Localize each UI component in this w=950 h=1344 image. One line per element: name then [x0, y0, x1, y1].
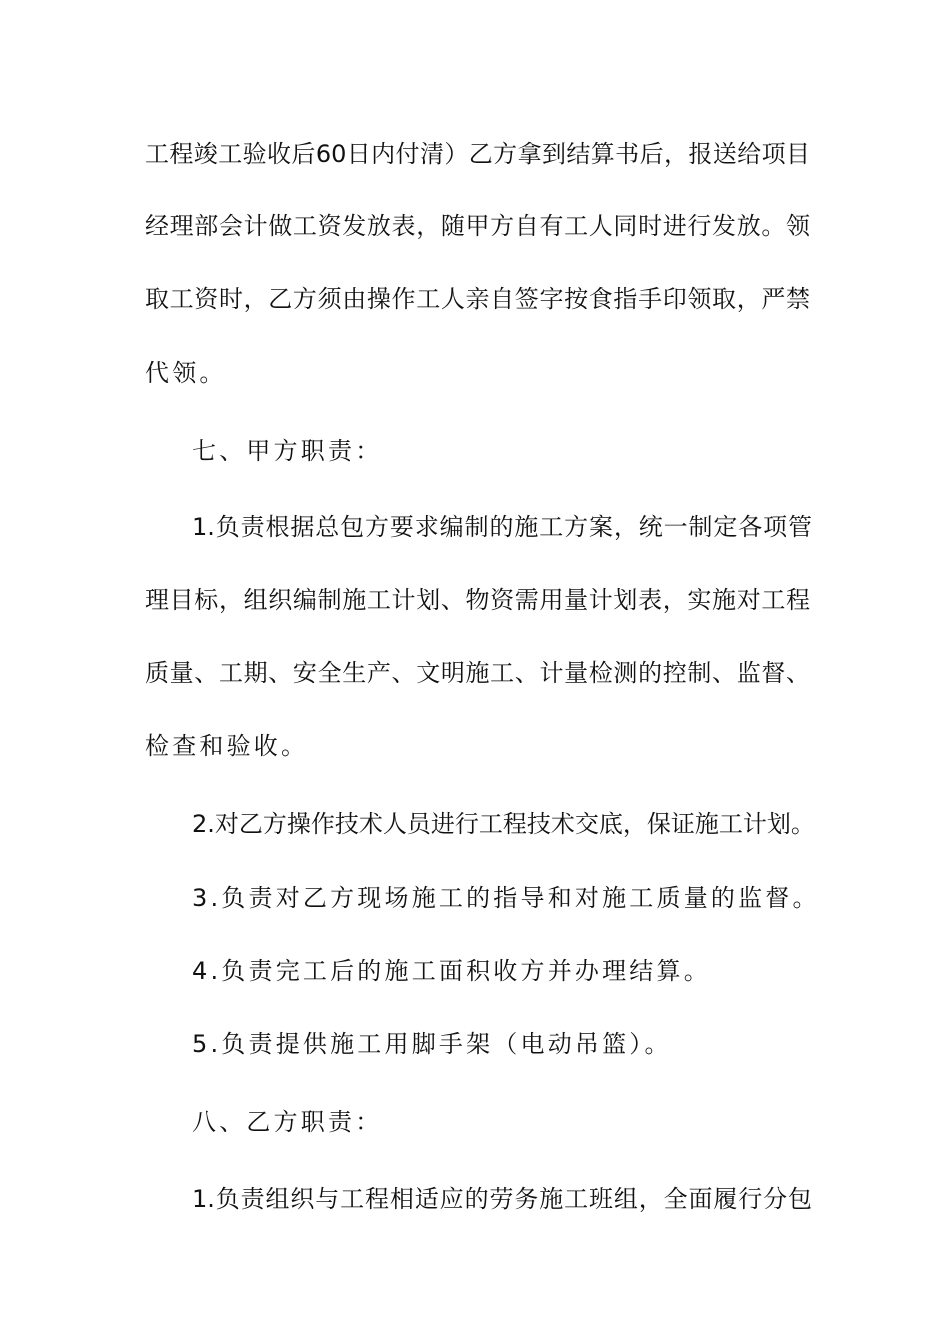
list-item-line: 2.对乙方操作技术人员进行工程技术交底，保证施工计划。: [192, 810, 815, 838]
list-item-line: 1.负责根据总包方要求编制的施工方案，统一制定各项管: [192, 513, 812, 541]
section-heading: 七、甲方职责：: [192, 437, 383, 465]
list-item-line: 4.负责完工后的施工面积收方并办理结算。: [192, 957, 711, 985]
paragraph-line: 取工资时，乙方须由操作工人亲自签字按食指手印领取，严禁: [145, 285, 810, 313]
list-item-line: 1.负责组织与工程相适应的劳务施工班组，全面履行分包: [192, 1185, 812, 1213]
paragraph-line: 经理部会计做工资发放表，随甲方自有工人同时进行发放。领: [145, 212, 810, 240]
section-heading: 八、乙方职责：: [192, 1108, 383, 1136]
list-item-line: 3.负责对乙方现场施工的指导和对施工质量的监督。: [192, 884, 820, 912]
paragraph-line: 质量、工期、安全生产、文明施工、计量检测的控制、监督、: [145, 659, 810, 687]
paragraph-line: 工程竣工验收后60日内付清）乙方拿到结算书后，报送给项目: [145, 140, 810, 168]
list-item-line: 5.负责提供施工用脚手架（电动吊篮）。: [192, 1030, 672, 1058]
paragraph-line: 检查和验收。: [145, 732, 309, 760]
paragraph-line: 理目标，组织编制施工计划、物资需用量计划表，实施对工程: [145, 586, 810, 614]
paragraph-line: 代领。: [145, 359, 227, 387]
